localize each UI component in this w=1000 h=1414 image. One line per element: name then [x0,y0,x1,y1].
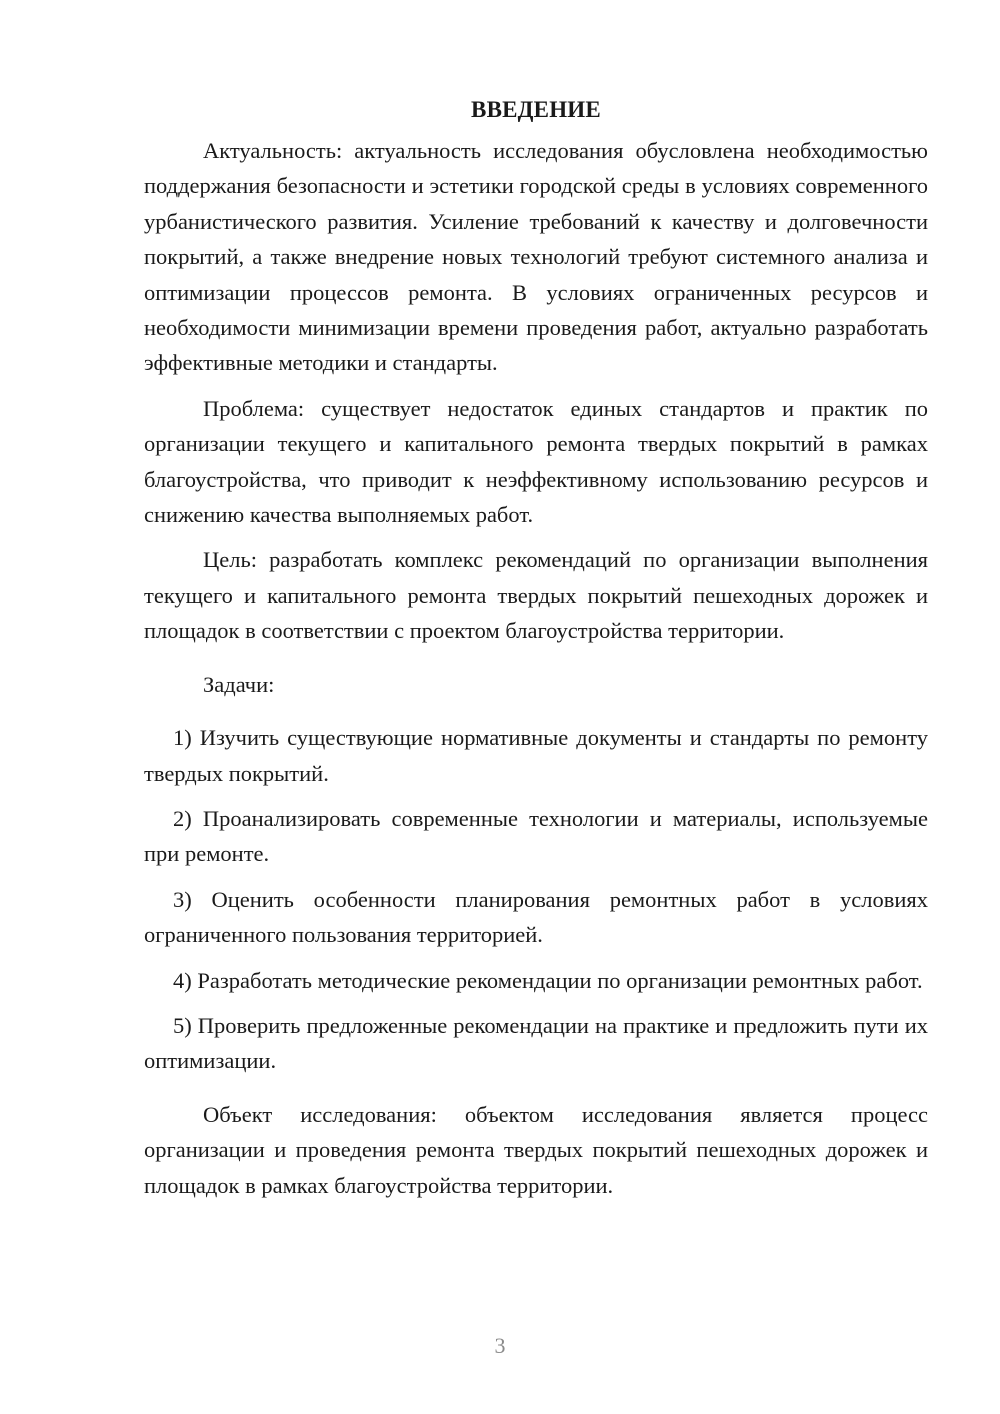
tasks-label: Задачи: [203,671,275,697]
task-item: 4) Разработать методические рекомендации по организации ремонтных работ. [173,967,923,993]
page-number: 3 [494,1333,506,1358]
tasks-list [144,720,928,1079]
task-item: 3) Оценить особенности планирования ремонтных работ в условиях ограниченного пользования территорией. [144,886,928,948]
task-item: 1) Изучить существующие нормативные документы и стандарты по ремонту твердых покрытий. [144,725,928,786]
object-paragraph: Объект исследования: объектом исследования является процесс организации и проведения ремонта твердых покрытий пешеходных дорожек и площадок в рамках благоустройства территории. [144,1101,928,1198]
task-item: 5) Проверить предложенные рекомендации на практике и предложить пути их оптимизации. [144,1012,928,1074]
task-item: 2) Проанализировать современные технологии и материалы, используемые при ремонте. [144,805,928,867]
goal-paragraph: Цель: разработать комплекс рекомендаций по организации выполнения текущего и капитального ремонта твердых покрытий пешеходных дорожек и площадок в соответствии с проектом благоустройства территории. [144,547,928,644]
problem-paragraph: Проблема: существует недостаток единых стандартов и практик по организации текущего и капитального ремонта твердых покрытий в рамках благоустройства, что приводит к неэффективному использованию ресурсов и снижению качества выполняемых работ. [144,395,928,528]
relevance-paragraph: Актуальность: актуальность исследования обусловлена необходимостью поддержания безопасности и эстетики городской среды в условиях современного урбанистического развития. Усиление требований к качеству и долговечности покрытий, а также внедрение новых технологий требуют системного анализа и оптимизации процессов ремонта. В условиях ограниченных ресурсов и необходимости минимизации времени проведения работ, актуально разработать эффективные методики и стандарты. [144,138,928,376]
section-heading: ВВЕДЕНИЕ [471,97,601,122]
page-content [144,92,928,1203]
